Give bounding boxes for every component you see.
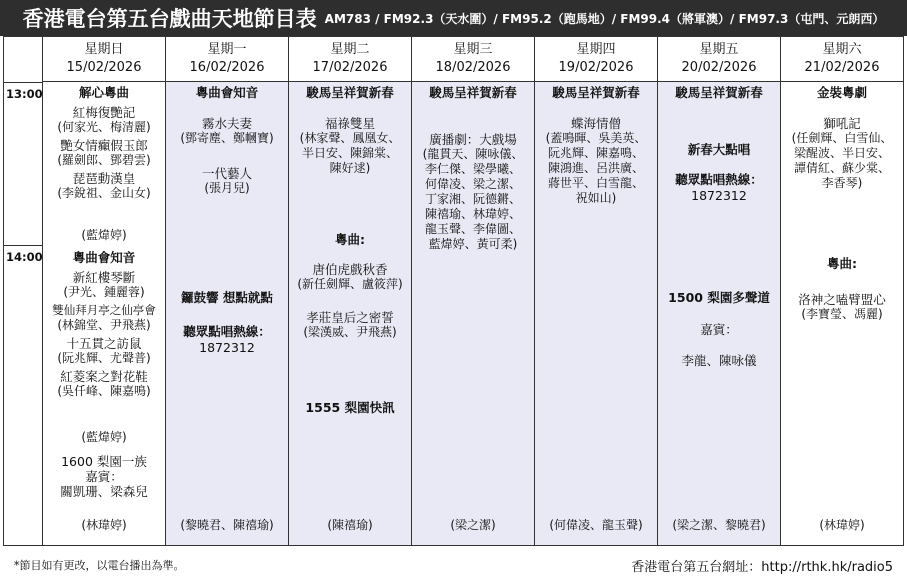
time-label-1400: 14:00 — [6, 250, 43, 264]
segment-line: 陳鴻進、呂洪廣、 — [547, 161, 644, 175]
day-of-week: 星期四 — [576, 42, 616, 57]
day-body — [166, 82, 288, 545]
day-header — [289, 37, 411, 82]
day-date: 20/02/2026 — [681, 60, 757, 75]
disclaimer-note: *節目如有更改，以電台播出為準。 — [14, 559, 185, 572]
segment-line: 蔣世平、白雪龍、 — [547, 176, 644, 190]
segment-line: (龍貫天、陳咏儀、 — [422, 147, 524, 161]
segment-line: 福祿雙星 — [324, 116, 375, 131]
schedule-title: 香港電台第五台戲曲天地節目表 — [22, 7, 317, 31]
segment-line: (林家聲、鳳凰女、 — [299, 131, 401, 145]
day-body — [781, 82, 903, 545]
day-header — [412, 37, 534, 82]
segment-line: 陳禧瑜、林瑋婷、 — [424, 207, 521, 221]
segment-line: 洛神之嗑臂盟心 — [798, 292, 886, 307]
day-column-thursday — [534, 37, 657, 545]
day-of-week: 星期六 — [822, 42, 862, 57]
segment-line: 雙仙拜月亭之仙亭會 — [52, 303, 156, 317]
segment-line: 唐伯虎戲秋香 — [312, 262, 388, 277]
hotline-label: 聽眾點唱熱線： — [675, 172, 763, 187]
day-header — [781, 37, 903, 82]
website-link[interactable]: 香港電台第五台網址：http://rthk.hk/radio5 — [631, 559, 893, 575]
day-column-friday — [657, 37, 780, 545]
section-label: 粵曲: — [827, 256, 857, 271]
segment-line: 蝶海情僧 — [570, 116, 621, 131]
day-date: 17/02/2026 — [312, 60, 388, 75]
segment-line: 李香琴) — [821, 176, 863, 190]
day-date: 18/02/2026 — [435, 60, 511, 75]
day-of-week: 星期二 — [330, 42, 370, 57]
day-body — [43, 82, 165, 545]
segment-line: (尹光、鍾麗蓉) — [63, 285, 145, 299]
segment-line: 嘉賓： — [85, 469, 123, 484]
program-title: 駿馬呈祥賀新春 — [675, 85, 763, 100]
host-names: (何偉凌、龍玉聲) — [549, 518, 643, 532]
segment-line: (阮兆輝、尤聲普) — [57, 351, 151, 365]
segment-line: (張月兒) — [204, 181, 250, 195]
segment-line: 梁醒波、半日安、 — [793, 146, 890, 160]
host-names: (黎曉君、陳禧瑜) — [180, 518, 274, 532]
day-column-tuesday — [288, 37, 411, 545]
special-note: 1555 梨園快訊 — [305, 400, 395, 415]
special-note: 1500 梨園多聲道 — [668, 290, 770, 305]
host-names: (梁之潔、黎曉君) — [672, 518, 766, 532]
host-names: (梁之潔) — [450, 518, 496, 532]
segment-line: 霧水夫妻 — [201, 116, 252, 131]
schedule-grid — [3, 36, 904, 546]
segment-line: (蓋鳴暉、吳美英、 — [545, 131, 647, 145]
day-of-week: 星期一 — [207, 42, 247, 57]
segment-line: 孝莊皇后之密誓 — [306, 310, 394, 325]
segment-line: 李仁傑、梁學曦、 — [424, 162, 521, 176]
day-body — [535, 82, 657, 545]
segment-line: 陳好逑) — [329, 161, 371, 175]
section-label: 粵曲: — [335, 232, 365, 247]
program-title: 粵曲會知音 — [72, 250, 136, 265]
segment-line: 1600 梨園一族 — [61, 454, 147, 469]
segment-line: 阮兆輝、陳嘉鳴、 — [547, 146, 644, 160]
day-date: 16/02/2026 — [189, 60, 265, 75]
host-names: (林瑋婷) — [81, 518, 127, 532]
segment-line: 新紅樓琴斷 — [72, 270, 136, 285]
segment-line: (何家光、梅清麗) — [57, 120, 151, 134]
segment-line: 艷女情癲假玉郎 — [60, 138, 148, 153]
day-of-week: 星期日 — [84, 42, 124, 57]
day-header — [166, 37, 288, 82]
segment-line: 龍玉聲、李偉圖、 — [424, 222, 521, 236]
day-body — [658, 82, 780, 545]
day-date: 21/02/2026 — [804, 60, 880, 75]
segment-line: 廣播劇：大戲場 — [429, 132, 517, 147]
day-header — [43, 37, 165, 82]
day-body — [289, 82, 411, 545]
day-column-monday — [165, 37, 288, 545]
guest-label: 嘉賓： — [700, 322, 738, 337]
program-title: 駿馬呈祥賀新春 — [552, 85, 640, 100]
program-title: 金裝粵劇 — [816, 85, 867, 100]
day-column-saturday — [780, 37, 903, 545]
day-column-wednesday — [411, 37, 534, 545]
day-header — [658, 37, 780, 82]
day-date: 15/02/2026 — [66, 60, 142, 75]
segment-line: (鄧寄塵、鄭幗寶) — [180, 131, 274, 145]
segment-line: 紅菱案之對花鞋 — [60, 369, 148, 384]
segment-line: (李寶瑩、馮麗) — [801, 307, 883, 321]
segment-line: (林錦堂、尹飛燕) — [57, 318, 151, 332]
segment-line: 關凱珊、梁森兒 — [60, 484, 148, 499]
footer — [0, 548, 907, 582]
program-title: 駿馬呈祥賀新春 — [306, 85, 394, 100]
host-names: (藍煒婷) — [81, 228, 127, 242]
special-note: 新春大點唱 — [687, 142, 751, 157]
time-divider — [4, 245, 42, 246]
day-header — [535, 37, 657, 82]
program-title: 解心粵曲 — [78, 85, 129, 100]
program-title: 駿馬呈祥賀新春 — [429, 85, 517, 100]
segment-line: 十五貫之訪鼠 — [66, 336, 142, 351]
segment-line: (梁漢威、尹飛燕) — [303, 325, 397, 339]
segment-line: 何偉凌、梁之潔、 — [424, 177, 521, 191]
hotline-number: 1872312 — [199, 340, 255, 355]
day-date: 19/02/2026 — [558, 60, 634, 75]
segment-line: 琵琶動漢皇 — [72, 171, 136, 186]
hotline-number: 1872312 — [691, 188, 747, 203]
segment-line: (李銳祖、金山女) — [57, 186, 151, 200]
hotline-label: 聽眾點唱熱線： — [183, 324, 271, 339]
time-divider — [4, 82, 42, 83]
segment-line: 一代藝人 — [201, 166, 252, 181]
guest-names: 李龍、陳咏儀 — [681, 353, 757, 368]
special-note: 鑼鼓響 想點就點 — [181, 290, 273, 305]
time-label-1300: 13:00 — [6, 87, 43, 101]
segment-line: 丁家湘、阮德鏘、 — [424, 192, 521, 206]
segment-line: 紅梅復艷記 — [72, 105, 136, 120]
day-of-week: 星期三 — [453, 42, 493, 57]
segment-line: 祝如山) — [575, 191, 617, 205]
host-names: (陳禧瑜) — [327, 518, 373, 532]
segment-line: 藍煒婷、黃可柔) — [428, 237, 518, 251]
title-bar — [0, 0, 907, 36]
host-names: (林瑋婷) — [819, 518, 865, 532]
time-column — [4, 37, 42, 545]
segment-line: 半日安、陳錦棠、 — [301, 146, 398, 160]
day-of-week: 星期五 — [699, 42, 739, 57]
segment-line: 獅吼記 — [823, 116, 861, 131]
day-body — [412, 82, 534, 545]
segment-line: (任劍輝、白雪仙、 — [791, 131, 893, 145]
segment-line: (羅劍郎、鄧碧雲) — [57, 153, 151, 167]
day-column-sunday — [42, 37, 165, 545]
segment-line: (吳仟峰、陳嘉鳴) — [57, 384, 151, 398]
segment-line: (新任劍輝、盧筱萍) — [297, 277, 403, 291]
frequency-list: AM783 / FM92.3（天水圍）/ FM95.2（跑馬地）/ FM99.4（將軍澳）/ FM97.3（屯門、元朗西） — [324, 11, 885, 26]
host-names: (藍煒婷) — [81, 430, 127, 444]
segment-line: 譚倩紅、蘇少棠、 — [793, 161, 890, 175]
program-title: 粵曲會知音 — [195, 85, 259, 100]
